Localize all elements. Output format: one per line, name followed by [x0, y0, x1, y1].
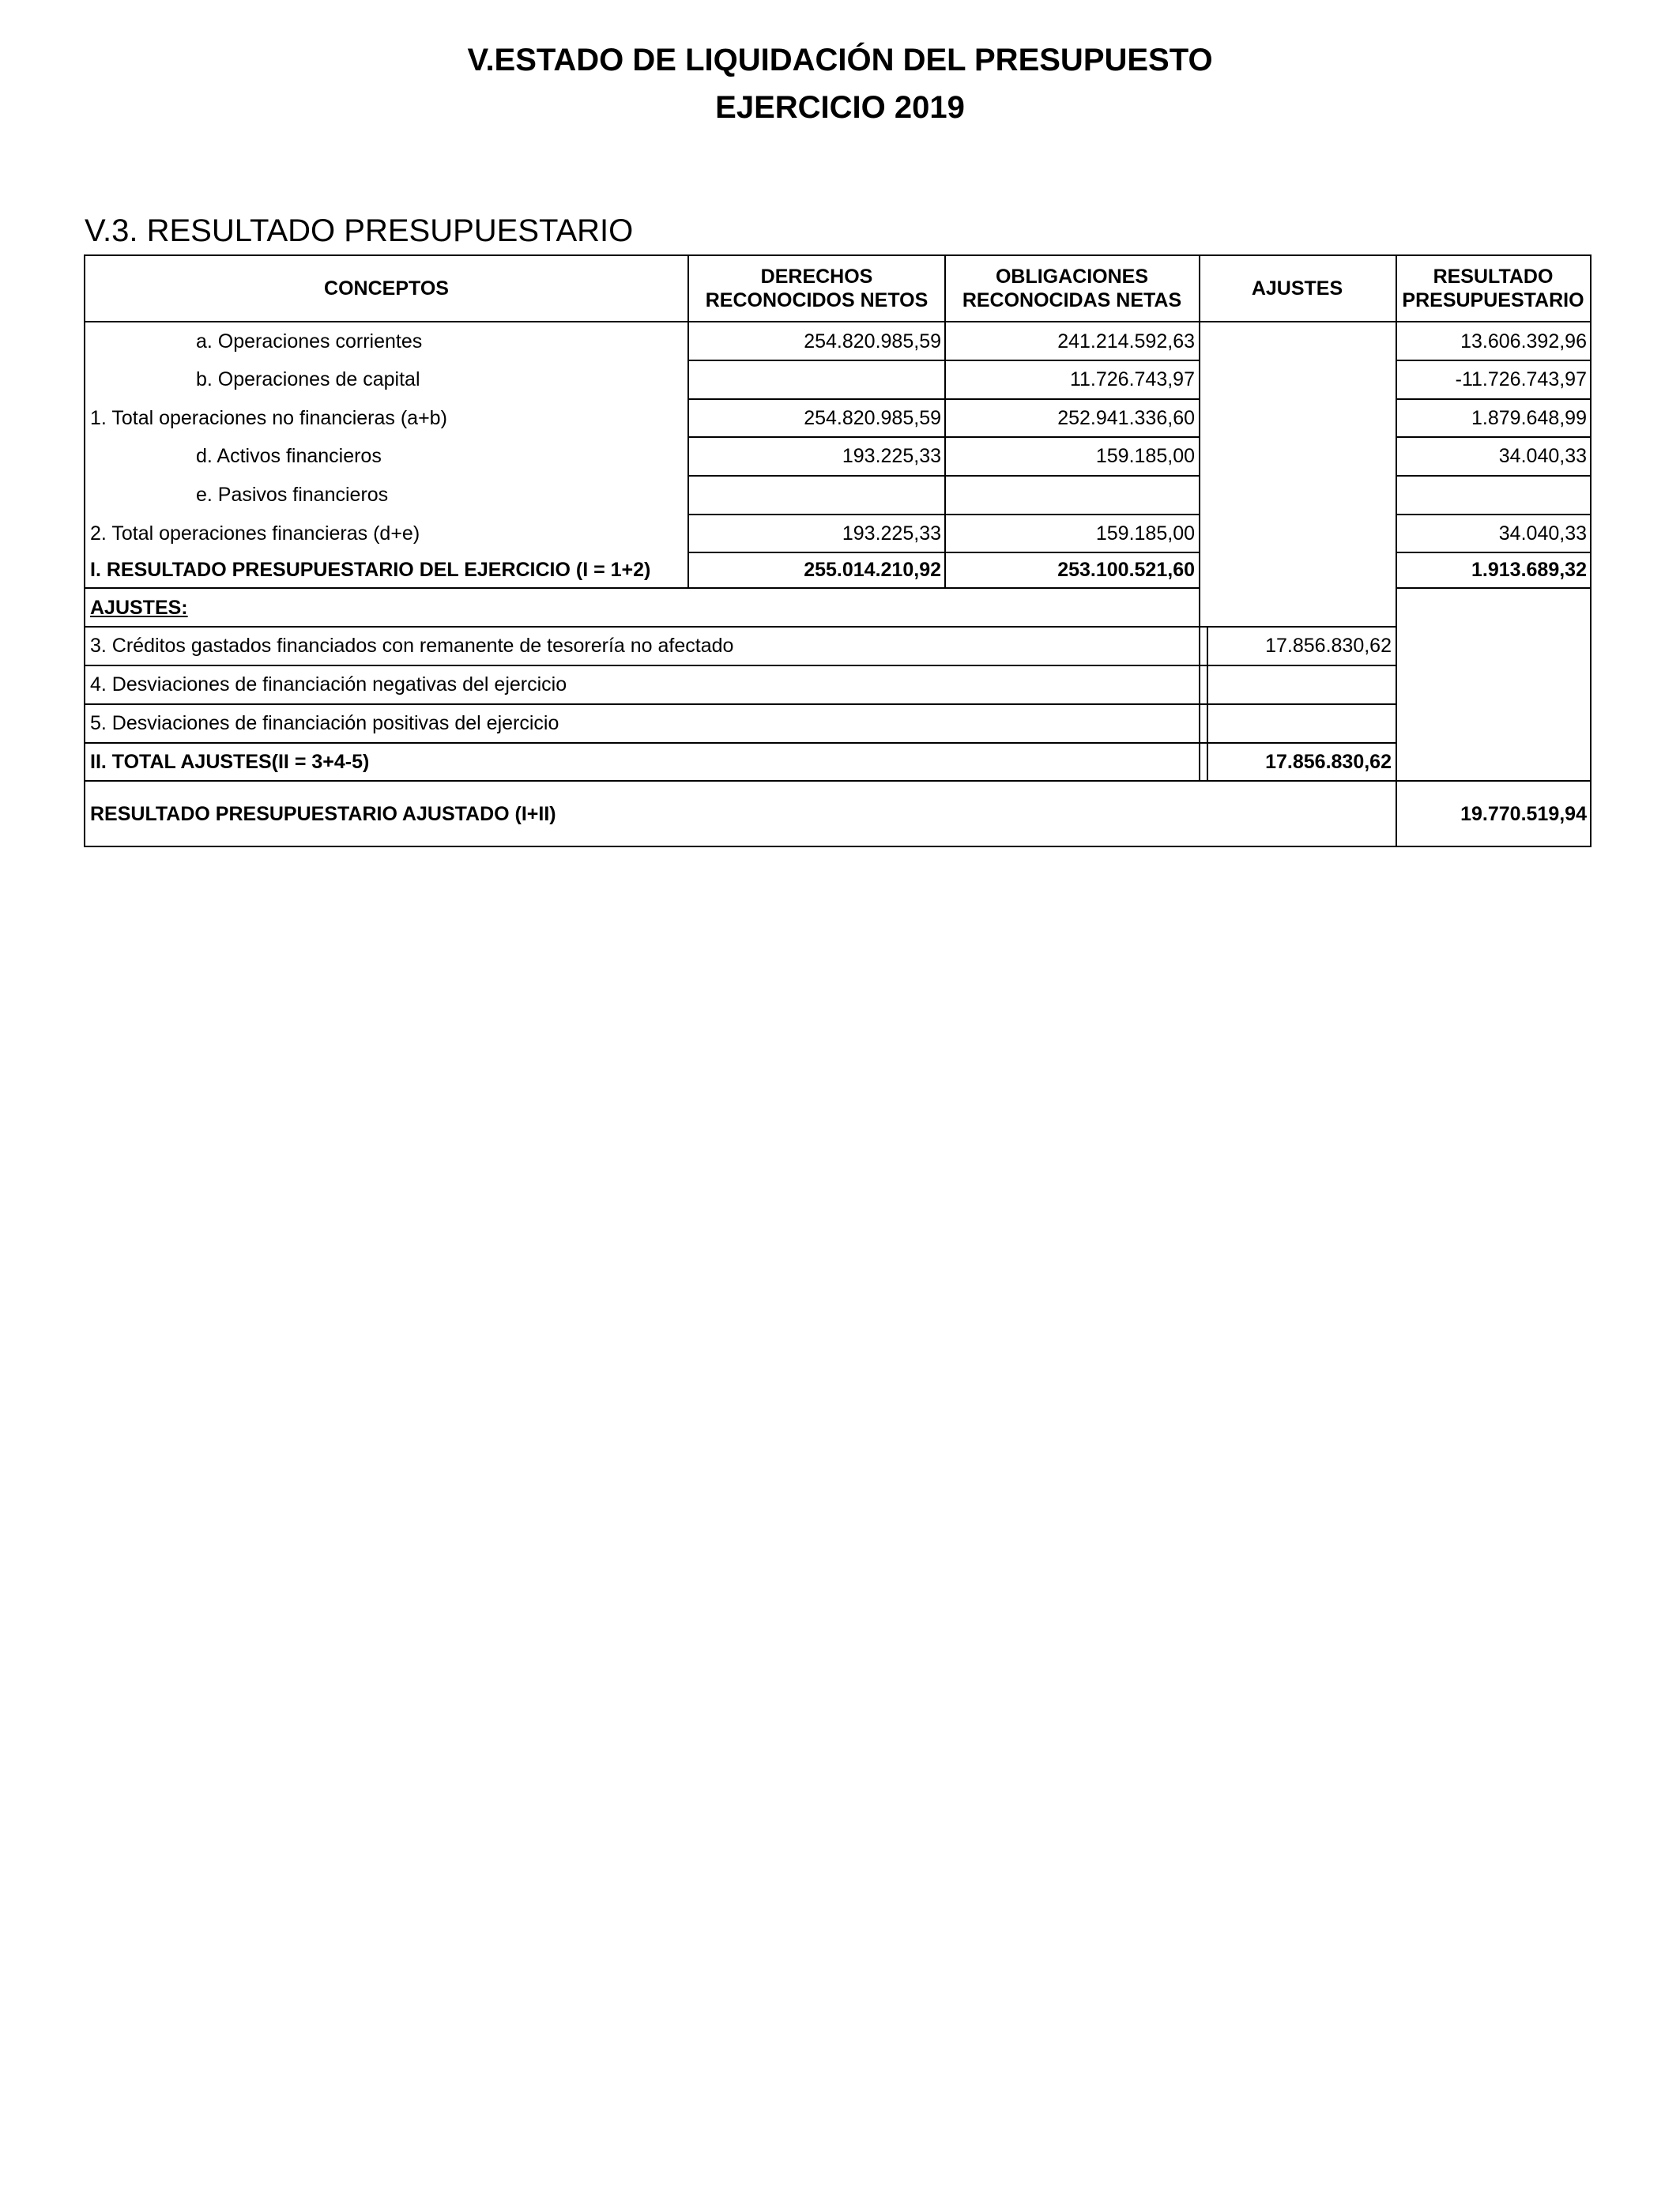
resultado-value: 1.879.648,99: [1471, 407, 1587, 429]
row-line: [84, 780, 1591, 782]
row-line: [687, 436, 1200, 438]
header-col-line: [944, 254, 946, 322]
col-header-resultado: RESULTADO PRESUPUESTARIO: [1402, 266, 1584, 311]
row-line: [84, 587, 688, 589]
table-border-bottom: [84, 846, 1591, 847]
row-label: d. Activos financieros: [196, 445, 382, 467]
row-line: [1396, 475, 1591, 477]
ajustes-value: [1200, 665, 1396, 703]
row-line: [84, 703, 1397, 705]
total-ajustes-value: 17.856.830,62: [1265, 750, 1392, 773]
row-line: [687, 587, 1200, 589]
header-divider: [84, 321, 1591, 322]
row-label: b. Operaciones de capital: [196, 368, 420, 390]
table-border-top: [84, 254, 1591, 256]
header-col-line: [1396, 254, 1397, 322]
row-line: [1396, 587, 1591, 589]
resultado-value: 13.606.392,96: [1460, 330, 1587, 352]
ajustes-row-label: 5. Desviaciones de financiación positivas del ejercicio: [90, 712, 559, 734]
header-col-line: [687, 254, 689, 322]
row-label: a. Operaciones corrientes: [196, 330, 423, 352]
table-border-right: [1590, 254, 1591, 847]
final-result-label: RESULTADO PRESUPUESTARIO AJUSTADO (I+II): [90, 803, 556, 825]
section-title: V.3. RESULTADO PRESUPUESTARIO: [85, 213, 634, 248]
row-line: [1396, 360, 1591, 361]
resultado-value: 34.040,33: [1498, 522, 1587, 545]
row-line: [84, 742, 1397, 744]
resultado-value: -11.726.743,97: [1455, 368, 1587, 390]
derechos-value: [688, 360, 945, 398]
derechos-value: 254.820.985,59: [804, 330, 941, 352]
col-line-ajustes-inner: [1207, 626, 1208, 782]
obligaciones-value: 159.185,00: [1095, 445, 1195, 467]
row-line: [84, 626, 1397, 628]
row-line: [1396, 552, 1591, 553]
row-label: I. RESULTADO PRESUPUESTARIO DEL EJERCICIO (I = 1+2): [90, 559, 651, 581]
resultado-value: [1396, 476, 1591, 514]
ajustes-heading: AJUSTES:: [90, 597, 188, 619]
row-line: [687, 514, 1200, 515]
row-label: 2. Total operaciones financieras (d+e): [90, 522, 420, 545]
row-line: [687, 552, 1200, 553]
derechos-value: 193.225,33: [842, 522, 941, 545]
obligaciones-value: 11.726.743,97: [1069, 368, 1195, 390]
derechos-value: 254.820.985,59: [804, 407, 941, 429]
ajustes-row-label: 4. Desviaciones de financiación negativas del ejercicio: [90, 673, 567, 696]
row-line: [687, 398, 1200, 400]
header-col-line: [1199, 254, 1200, 322]
col-header-ajustes: AJUSTES: [1251, 277, 1343, 300]
row-line: [1396, 398, 1591, 400]
row-line: [1396, 436, 1591, 438]
document-subtitle: EJERCICIO 2019: [715, 90, 965, 125]
obligaciones-value: 253.100.521,60: [1057, 559, 1195, 581]
row-label: e. Pasivos financieros: [196, 484, 389, 506]
row-line: [687, 475, 1200, 477]
derechos-value: 193.225,33: [842, 445, 941, 467]
col-header-obligaciones: OBLIGACIONES RECONOCIDAS NETAS: [962, 266, 1182, 311]
document-title: V.ESTADO DE LIQUIDACIÓN DEL PRESUPUESTO: [467, 43, 1213, 77]
resultado-value: 34.040,33: [1498, 445, 1587, 467]
ajustes-row-label: 3. Créditos gastados financiados con remanente de tesorería no afectado: [90, 635, 734, 657]
total-ajustes-label: II. TOTAL AJUSTES(II = 3+4-5): [90, 750, 370, 773]
obligaciones-value: 252.941.336,60: [1057, 407, 1195, 429]
row-line: [1396, 514, 1591, 515]
derechos-value: [688, 476, 945, 514]
ajustes-value: 17.856.830,62: [1265, 635, 1392, 657]
final-result-value: 19.770.519,94: [1460, 803, 1587, 825]
resultado-value: 1.913.689,32: [1471, 559, 1587, 581]
col-line: [1199, 587, 1200, 627]
col-header-derechos: DERECHOS RECONOCIDOS NETOS: [705, 266, 929, 311]
row-line: [84, 665, 1397, 666]
derechos-value: 255.014.210,92: [804, 559, 941, 581]
row-line: [687, 360, 1200, 361]
row-label: 1. Total operaciones no financieras (a+b): [90, 407, 447, 429]
obligaciones-value: 241.214.592,63: [1057, 330, 1195, 352]
ajustes-value: [1200, 704, 1396, 742]
obligaciones-value: 159.185,00: [1095, 522, 1195, 545]
table-border-left: [84, 254, 85, 847]
obligaciones-value: [945, 476, 1199, 514]
col-header-conceptos: CONCEPTOS: [324, 277, 449, 300]
